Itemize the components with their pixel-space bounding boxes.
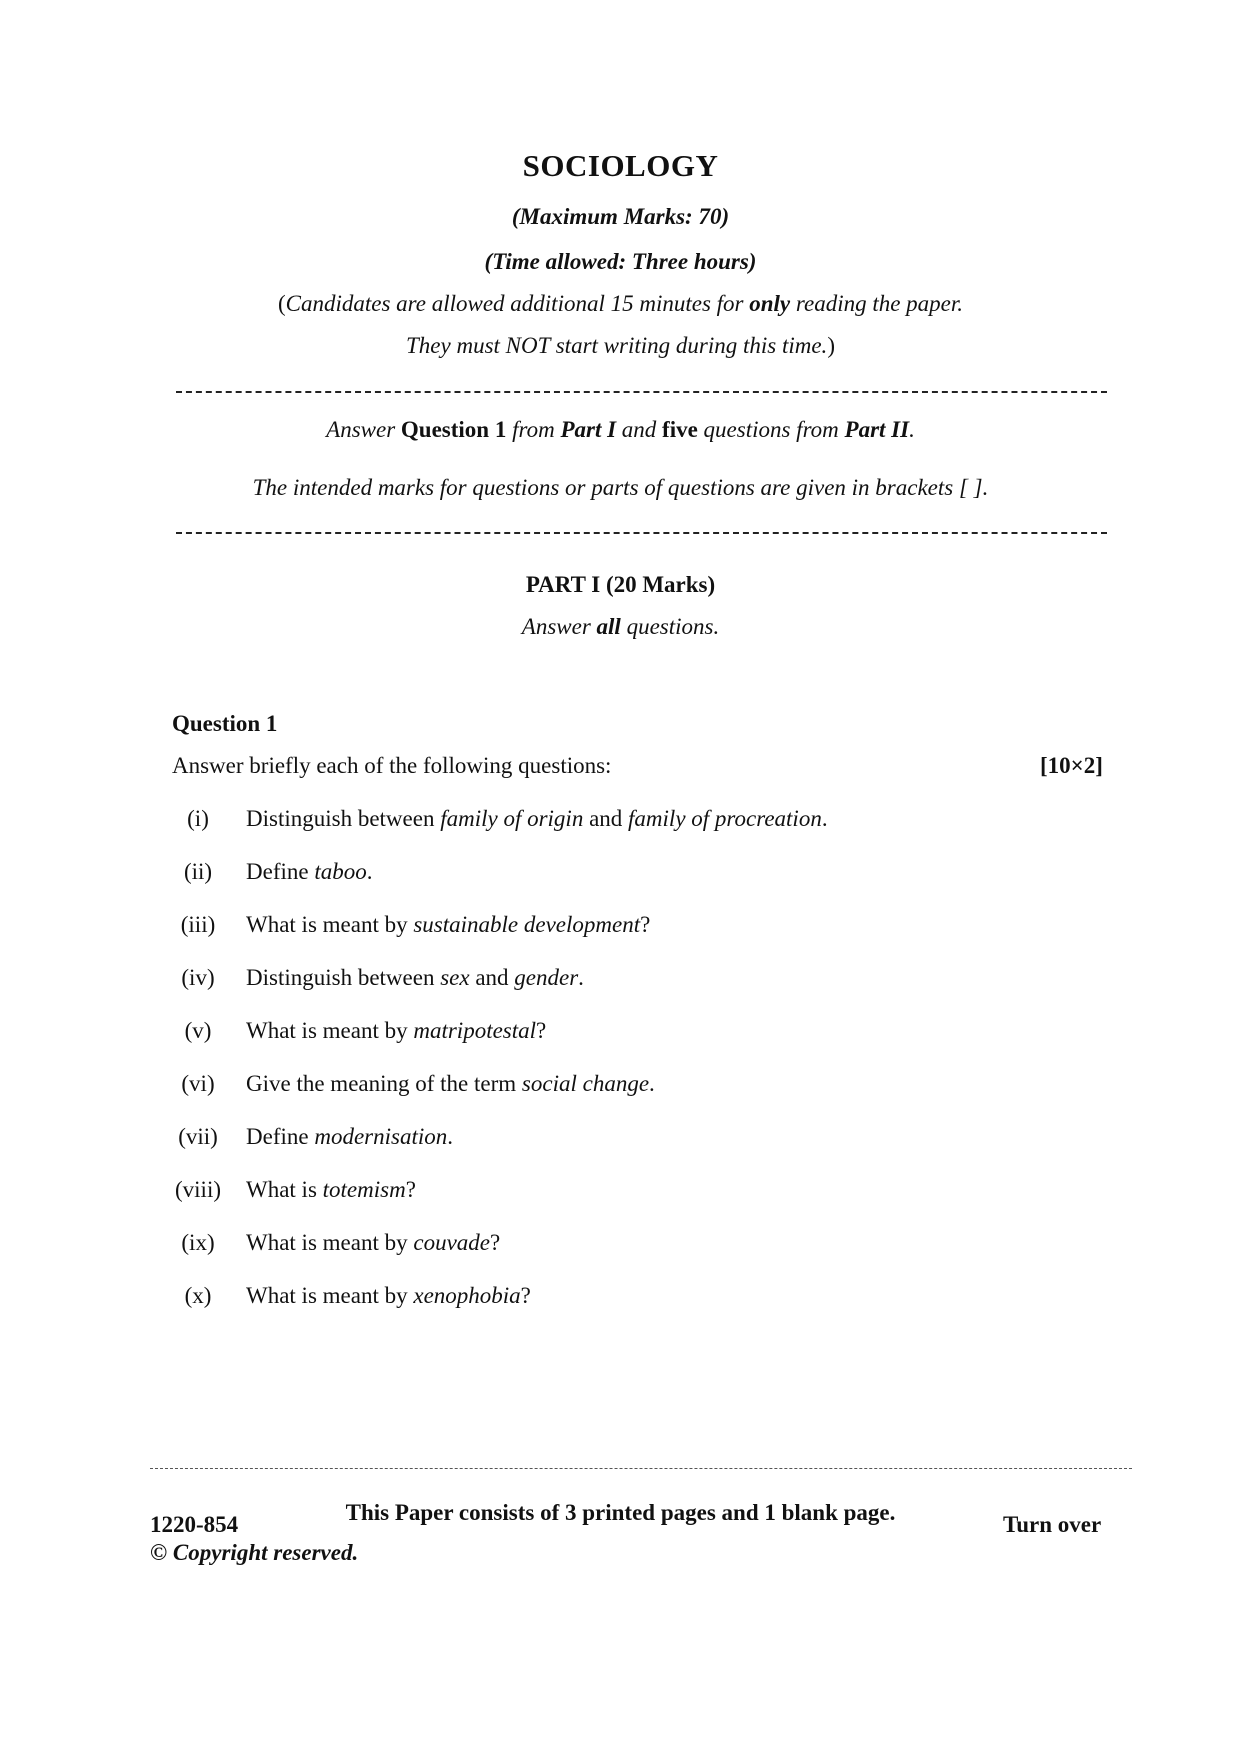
item-number: (ii) <box>183 859 213 884</box>
instr-text: Answer <box>326 417 401 442</box>
question-intro: Answer briefly each of the following questions: <box>172 753 612 778</box>
list-item <box>160 965 1060 995</box>
part-heading: PART I (20 Marks) <box>525 572 716 597</box>
instr-text: and <box>616 417 663 442</box>
item-number: (x) <box>184 1283 212 1308</box>
pages-note: This Paper consists of 3 printed pages and 1 blank page. <box>345 1500 896 1525</box>
item-text: Give the meaning of the term social change. <box>246 1071 655 1096</box>
reading-time-note-line1 <box>0 291 1241 317</box>
copyright: © Copyright reserved. <box>150 1540 359 1565</box>
list-item <box>160 859 1060 889</box>
item-text: Define modernisation. <box>246 1124 453 1149</box>
note-text: Candidates are allowed additional 15 minutes for <box>285 291 750 316</box>
item-text: What is meant by sustainable development? <box>246 912 651 937</box>
list-item <box>160 1071 1060 1101</box>
note-line2-text: They must NOT start writing during this time. <box>406 333 828 358</box>
instr-text: . <box>909 417 915 442</box>
item-text: Distinguish between family of origin and family of procreation. <box>246 806 828 831</box>
item-text: What is totemism? <box>246 1177 416 1202</box>
item-number: (ix) <box>181 1230 215 1255</box>
item-text: What is meant by xenophobia? <box>246 1283 531 1308</box>
list-item <box>160 1283 1060 1313</box>
instr-text: questions from <box>697 417 845 442</box>
note-close-paren: ) <box>827 333 835 358</box>
note-open-paren: ( <box>277 291 286 316</box>
list-item <box>160 912 1060 942</box>
question-heading: Question 1 <box>172 711 278 736</box>
list-item <box>160 1230 1060 1260</box>
item-text: What is meant by couvade? <box>246 1230 501 1255</box>
item-number: (viii) <box>175 1177 221 1202</box>
paper-code: 1220-854 <box>150 1512 239 1537</box>
item-number: (vii) <box>178 1124 218 1149</box>
instr-question1: Question 1 <box>400 417 507 442</box>
footer-divider <box>150 1468 1132 1469</box>
list-item <box>160 1018 1060 1048</box>
instr-part1: Part I <box>560 417 617 442</box>
item-number: (iii) <box>180 912 216 937</box>
part-sub-all: all <box>596 614 621 639</box>
note-text-end: reading the paper. <box>790 291 964 316</box>
dashed-divider-top <box>176 391 1107 393</box>
part-sub-text: Answer <box>521 614 597 639</box>
part-subheading <box>0 614 1241 640</box>
instr-text: from <box>506 417 561 442</box>
list-item <box>160 1177 1060 1207</box>
time-allowed: (Time allowed: Three hours) <box>484 249 757 274</box>
item-text: Define taboo. <box>246 859 373 884</box>
item-number: (vi) <box>181 1071 215 1096</box>
item-text: Distinguish between sex and gender. <box>246 965 584 990</box>
instr-five: five <box>662 417 698 442</box>
maximum-marks: (Maximum Marks: 70) <box>511 204 730 229</box>
item-number: (i) <box>187 806 209 831</box>
item-number: (v) <box>184 1018 212 1043</box>
question-marks: [10×2] <box>1040 753 1103 778</box>
list-item <box>160 1124 1060 1154</box>
paper-title: SOCIOLOGY <box>522 148 719 183</box>
instruction-line1 <box>0 417 1241 443</box>
item-text: What is meant by matripotestal? <box>246 1018 547 1043</box>
instruction-line2: The intended marks for questions or parts of questions are given in brackets [ ]. <box>252 475 989 500</box>
part-sub-text-end: questions. <box>620 614 720 639</box>
list-item <box>160 806 1060 836</box>
dashed-divider-bottom <box>176 532 1107 534</box>
item-number: (iv) <box>181 965 215 990</box>
instr-part2: Part II <box>844 417 910 442</box>
turn-over: Turn over <box>1003 1512 1102 1537</box>
reading-time-note-line2 <box>0 333 1241 359</box>
note-only: only <box>749 291 791 316</box>
